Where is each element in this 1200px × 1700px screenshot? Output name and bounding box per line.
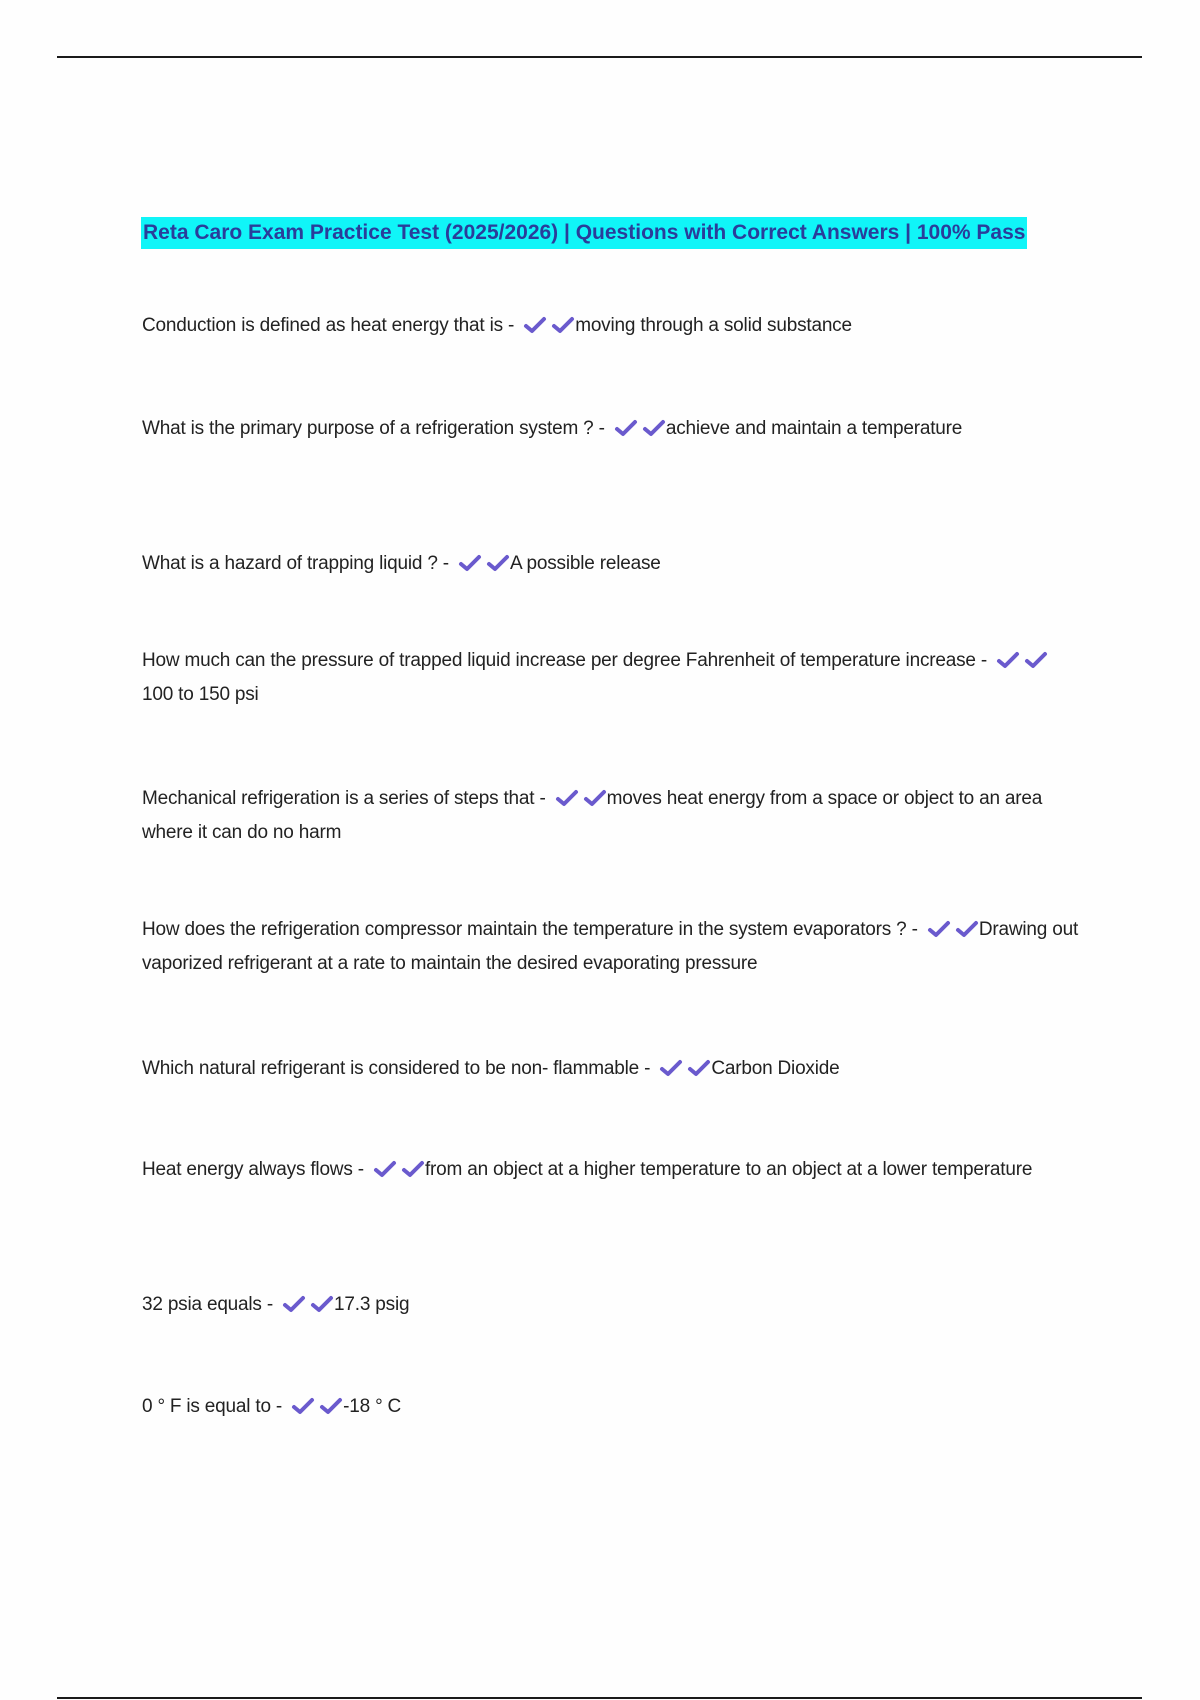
qa-item <box>142 1288 1072 1322</box>
checkmark-icon <box>401 1159 425 1179</box>
separator: - <box>906 919 923 940</box>
checkmark-icon <box>551 315 575 335</box>
checkmark-icon <box>642 418 666 438</box>
answer-text: 100 to 150 psi <box>142 684 259 705</box>
checkmark-icon <box>282 1294 306 1314</box>
checkmark-icon <box>319 1396 343 1416</box>
answer-text: moves heat energy from a space or object to an area where it can do no harm <box>142 788 1043 843</box>
question-text: Conduction is defined as heat energy that is <box>142 315 503 336</box>
checkmark-icon <box>583 788 607 808</box>
separator: - <box>639 1058 656 1079</box>
checkmark-icon <box>291 1396 315 1416</box>
answer-text: achieve and maintain a temperature <box>665 418 963 439</box>
answer-text: A possible release <box>510 553 661 574</box>
question-text: How much can the pressure of trapped liquid increase per degree Fahrenheit of temperature increase <box>142 650 976 671</box>
question-text: What is a hazard of trapping liquid ? <box>142 553 438 574</box>
separator: - <box>437 553 455 574</box>
qa-item <box>142 782 1072 850</box>
question-text: 0 ° F is equal to <box>142 1396 271 1417</box>
answer-text: Drawing out vaporized refrigerant at a rate to maintain the desired evaporating pressure <box>142 919 1079 974</box>
checkmark-icon <box>486 553 510 573</box>
checkmark-icon <box>310 1294 334 1314</box>
separator: - <box>352 1159 369 1180</box>
question-text: 32 psia equals <box>142 1294 262 1315</box>
question-text: How does the refrigeration compressor maintain the temperature in the system evaporators ? <box>142 919 907 940</box>
question-text: Heat energy always flows <box>142 1159 353 1180</box>
checkmark-icon <box>614 418 638 438</box>
checkmark-icon <box>523 315 547 335</box>
header-rule <box>57 56 1142 58</box>
qa-item <box>142 1153 1082 1187</box>
answer-text: 17.3 psig <box>334 1294 410 1315</box>
qa-item <box>142 644 1072 712</box>
qa-item <box>142 412 1072 446</box>
answer-text: Carbon Dioxide <box>711 1058 840 1079</box>
answer-text: moving through a solid substance <box>575 315 852 336</box>
checkmark-icon <box>927 919 951 939</box>
separator: - <box>593 418 610 439</box>
checkmark-icon <box>659 1058 683 1078</box>
question-text: What is the primary purpose of a refrigeration system ? <box>142 418 594 439</box>
checkmark-icon <box>996 650 1020 670</box>
checkmark-icon <box>687 1058 711 1078</box>
qa-item <box>142 913 1082 981</box>
checkmark-icon <box>458 553 482 573</box>
document-title <box>141 214 1041 252</box>
separator: - <box>502 315 520 336</box>
answer-text: -18 ° C <box>343 1396 402 1417</box>
separator: - <box>270 1396 288 1417</box>
footer-rule <box>57 1697 1142 1699</box>
checkmark-icon <box>1024 650 1048 670</box>
answer-text: from an object at a higher temperature to an object at a lower temperature <box>424 1159 1033 1180</box>
checkmark-icon <box>955 919 979 939</box>
qa-item <box>142 547 1072 581</box>
qa-item <box>142 309 1072 343</box>
qa-item <box>142 1390 1072 1424</box>
checkmark-icon <box>373 1159 397 1179</box>
separator: - <box>975 650 993 671</box>
separator: - <box>534 788 551 809</box>
checkmark-icon <box>555 788 579 808</box>
question-text: Which natural refrigerant is considered to be non- flammable <box>142 1058 640 1079</box>
separator: - <box>261 1294 279 1315</box>
qa-item <box>142 1052 1072 1086</box>
title-highlight: Reta Caro Exam Practice Test (2025/2026) | Questions with Correct Answers | 100% Pass <box>141 217 1027 249</box>
question-text: Mechanical refrigeration is a series of steps that <box>142 788 535 809</box>
